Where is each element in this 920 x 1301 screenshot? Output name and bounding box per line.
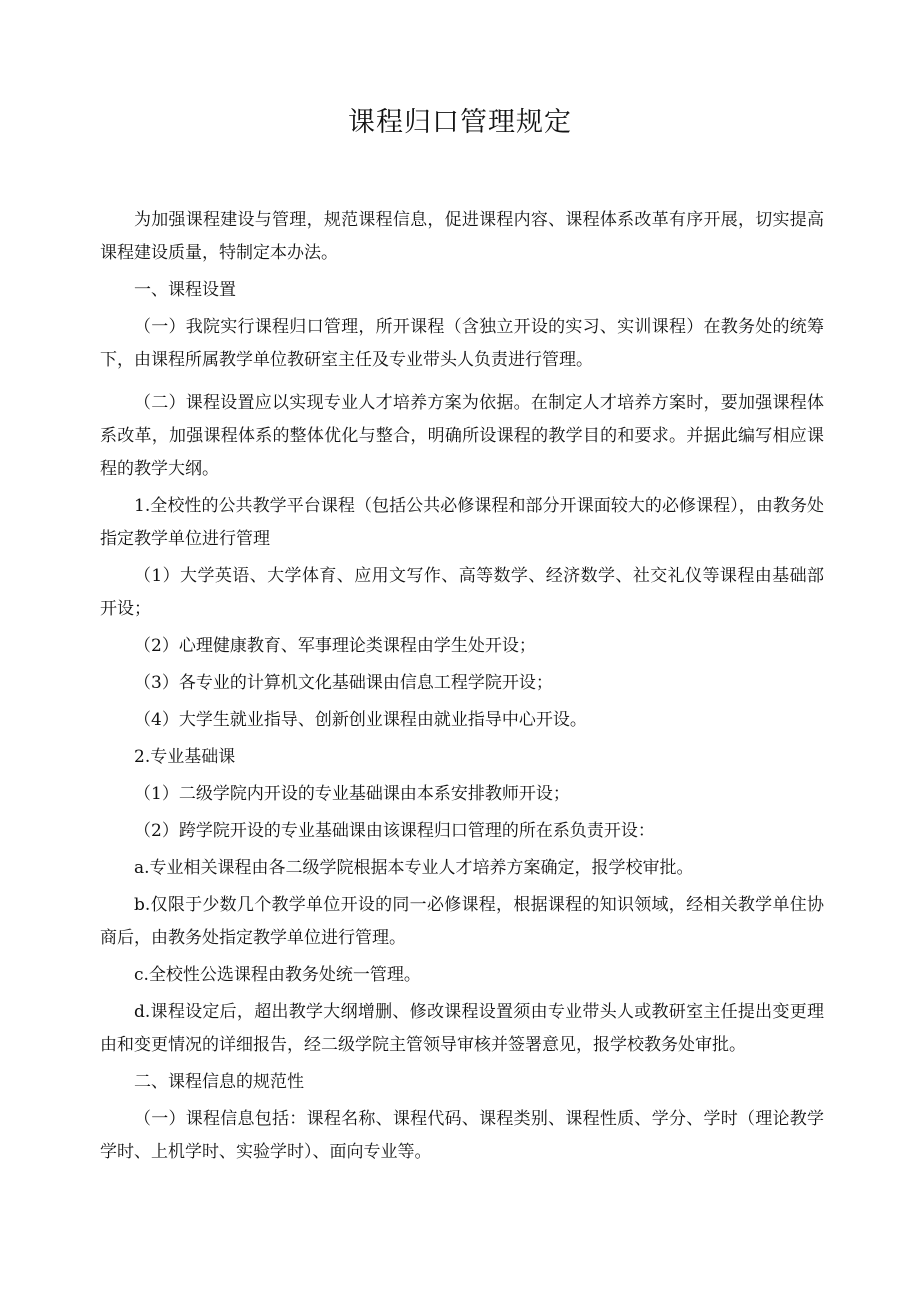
item-paragraph: 2.专业基础课 bbox=[134, 747, 236, 767]
subitem-paragraph: （3）各专业的计算机文化基础课由信息工程学院开设； bbox=[134, 673, 553, 693]
section-heading: 二、课程信息的规范性 bbox=[134, 1072, 304, 1092]
clause-paragraph: （二）课程设置应以实现专业人才培养方案为依据。在制定人才培养方案时，要加强课程体系改革，加强课程体系的整体优化与整合，明确所设课程的教学目的和要求。并据此编写相应课程的教学大纲。 bbox=[100, 393, 824, 479]
letter-item-paragraph: c.全校性公选课程由教务处统一管理。 bbox=[134, 965, 421, 985]
letter-item-paragraph: b.仅限于少数几个教学单位开设的同一必修课程，根据课程的知识领域，经相关教学单住协商后，由教务处指定教学单位进行管理。 bbox=[100, 895, 824, 948]
subitem-paragraph: （1）大学英语、大学体育、应用文写作、高等数学、经济数学、社交礼仪等课程由基础部开设； bbox=[100, 566, 824, 619]
subitem-paragraph: （4）大学生就业指导、创新创业课程由就业指导中心开设。 bbox=[134, 710, 587, 730]
intro-paragraph: 为加强课程建设与管理，规范课程信息，促进课程内容、课程体系改革有序开展，切实提高课程建设质量，特制定本办法。 bbox=[100, 210, 824, 263]
subitem-paragraph: （2）心理健康教育、军事理论类课程由学生处开设； bbox=[134, 636, 536, 656]
document-title: 课程归口管理规定 bbox=[348, 107, 572, 138]
item-paragraph: 1.全校性的公共教学平台课程（包括公共必修课程和部分开课面较大的必修课程），由教务处指定教学单位进行管理 bbox=[100, 496, 824, 549]
section-heading: 一、课程设置 bbox=[134, 280, 236, 300]
subitem-paragraph: （2）跨学院开设的专业基础课由该课程归口管理的所在系负责开设： bbox=[134, 821, 655, 841]
clause-paragraph: （一）课程信息包括：课程名称、课程代码、课程类别、课程性质、学分、学时（理论教学学时、上机学时、实验学时）、面向专业等。 bbox=[100, 1109, 824, 1162]
letter-item-paragraph: d.课程设定后，超出教学大纲增删、修改课程设置须由专业带头人或教研室主任提出变更理由和变更情况的详细报告，经二级学院主管领导审核并签署意见，报学校教务处审批。 bbox=[100, 1002, 824, 1055]
subitem-paragraph: （1）二级学院内开设的专业基础课由本系安排教师开设； bbox=[134, 784, 570, 804]
clause-paragraph: （一）我院实行课程归口管理，所开课程（含独立开设的实习、实训课程）在教务处的统筹下，由课程所属教学单位教研室主任及专业带头人负责进行管理。 bbox=[100, 317, 824, 370]
letter-item-paragraph: a.专业相关课程由各二级学院根据本专业人才培养方案确定，报学校审批。 bbox=[134, 858, 694, 878]
document-body bbox=[100, 204, 824, 1169]
